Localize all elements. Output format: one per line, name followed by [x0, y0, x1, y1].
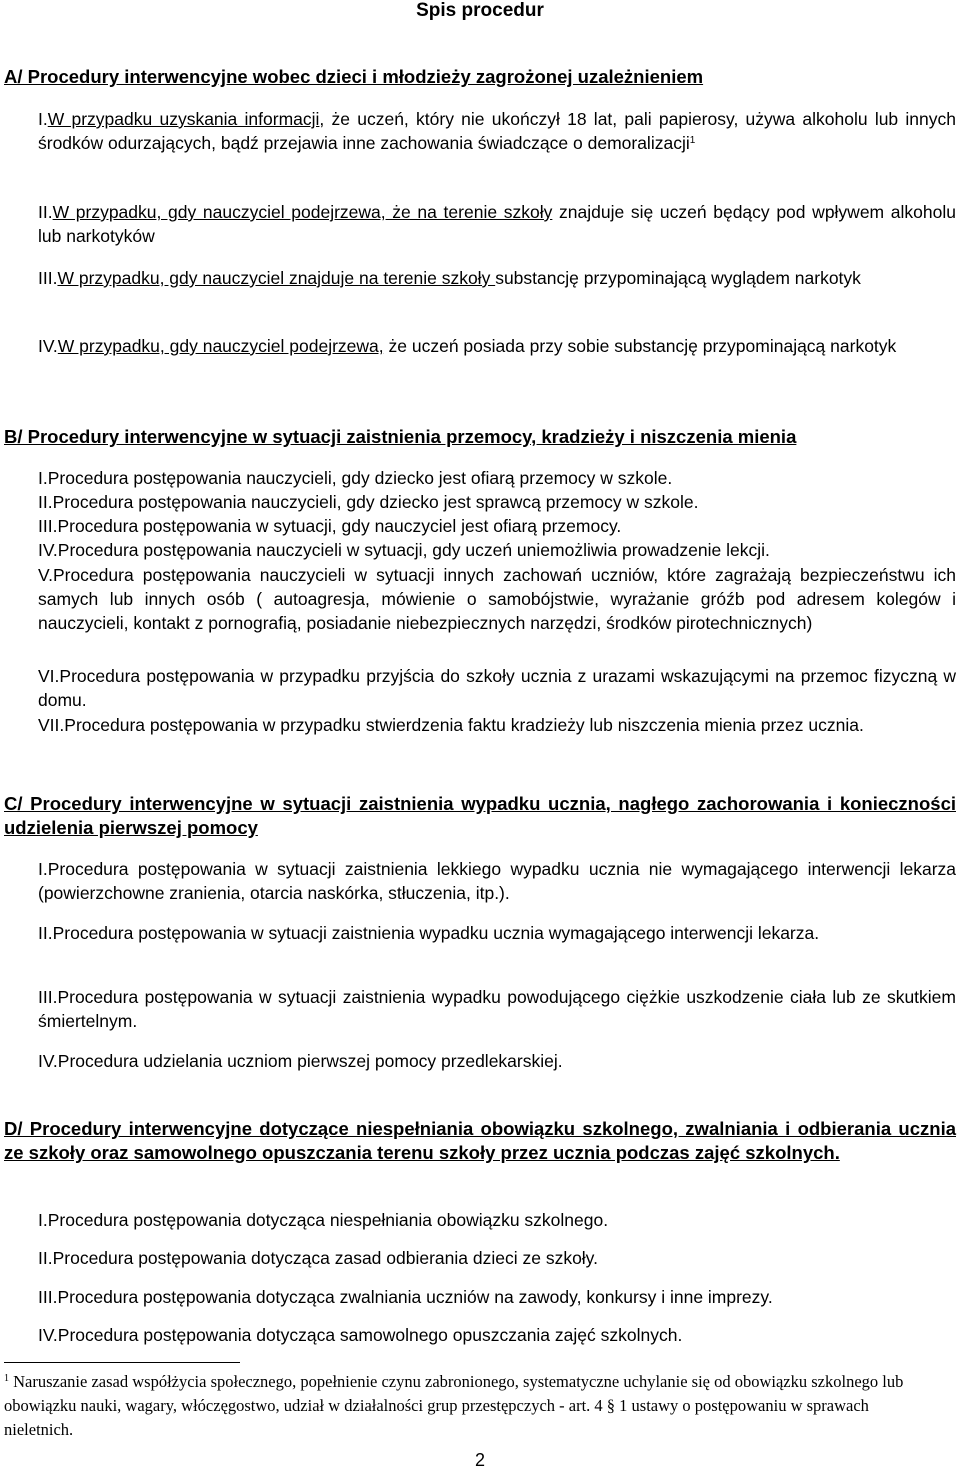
- item-number: I.: [38, 859, 48, 879]
- section-a-heading: A/ Procedury interwencyjne wobec dzieci i młodzieży zagrożonej uzależnieniem: [4, 66, 704, 87]
- page-number: 2: [474, 1450, 485, 1470]
- item-text: Procedura postępowania dotycząca zwalniania uczniów na zawody, konkursy i inne imprezy.: [57, 1287, 773, 1307]
- item-number: III.: [38, 516, 58, 536]
- footnote-separator: [4, 1362, 240, 1363]
- item-number: I.: [38, 109, 48, 129]
- item-number: III.: [38, 1287, 58, 1307]
- section-d-item-1: [38, 1208, 956, 1232]
- item-number: IV.: [38, 1051, 58, 1071]
- section-a-item-2: [38, 200, 956, 248]
- item-text: że uczeń posiada przy sobie substancję przypominającą narkotyk: [383, 336, 897, 356]
- item-text: Procedura postępowania nauczycieli w sytuacji, gdy uczeń uniemożliwia prowadzenie lekcji.: [57, 540, 770, 560]
- section-a-item-4: [38, 334, 956, 358]
- section-c-item-1: [38, 857, 956, 905]
- item-number: I.: [38, 468, 48, 488]
- item-text: Procedura postępowania w sytuacji, gdy nauczyciel jest ofiarą przemocy.: [57, 516, 622, 536]
- item-text: Procedura postępowania nauczycieli, gdy dziecko jest sprawcą przemocy w szkole.: [52, 492, 699, 512]
- item-number: IV.: [38, 1325, 58, 1345]
- section-b-item-1: [38, 466, 956, 490]
- footnote: [4, 1370, 924, 1442]
- section-b-item-4: [38, 538, 956, 562]
- section-b-item-5: [38, 563, 956, 635]
- section-c-heading: C/ Procedury interwencyjne w sytuacji zaistnienia wypadku ucznia, nagłego zachorowania i konieczności udzielenia pierwszej pomocy: [4, 793, 956, 838]
- item-text: , że uczeń, który nie ukończył 18 lat, pali papierosy, używa alkoholu lub innych środków odurzających, bądź przejawia inne zachowania świadczące o demoralizacji: [38, 109, 956, 153]
- item-number: VI.: [38, 666, 60, 686]
- section-a-item-1: [38, 107, 956, 155]
- footnote-text: Naruszanie zasad współżycia społecznego, popełnienie czynu zabronionego, systematyczne uchylanie się od obowiązku szkolnego lub obowiązku nauki, wagary, włóczęgostwo, udział w działalności grup przestępczych - art. 4 § 1 ustawy o postępowaniu w sprawach nieletnich.: [4, 1372, 904, 1439]
- item-text: Procedura udzielania uczniom pierwszej pomocy przedlekarskiej.: [57, 1051, 563, 1071]
- item-number: V.: [38, 565, 53, 585]
- item-number: II.: [38, 492, 53, 512]
- section-d-item-4: [38, 1323, 956, 1347]
- section-a-item-3: [38, 266, 956, 290]
- section-c-item-4: [38, 1049, 956, 1073]
- item-number: II.: [38, 202, 53, 222]
- item-link[interactable]: W przypadku, gdy nauczyciel podejrzewa, że na terenie szkoły: [52, 202, 553, 222]
- section-b-item-3: [38, 514, 956, 538]
- item-number: III.: [38, 987, 58, 1007]
- item-number: VII.: [38, 715, 65, 735]
- item-number: II.: [38, 1248, 53, 1268]
- section-d-heading: D/ Procedury interwencyjne dotyczące niespełniania obowiązku szkolnego, zwalniania i odbierania ucznia ze szkoły oraz samowolnego opuszczania terenu szkoły przez ucznia podczas zajęć szkolnych.: [4, 1118, 956, 1163]
- section-b-item-2: [38, 490, 956, 514]
- section-b-item-7: [38, 713, 956, 737]
- section-c-item-2: [38, 921, 956, 945]
- footnote-number: 1: [4, 1373, 9, 1384]
- item-link[interactable]: W przypadku, gdy nauczyciel podejrzewa,: [57, 336, 384, 356]
- section-d-item-2: [38, 1246, 956, 1270]
- item-text: Procedura postępowania dotycząca zasad odbierania dzieci ze szkoły.: [52, 1248, 598, 1268]
- item-text: Procedura postępowania nauczycieli w sytuacji innych zachowań uczniów, które zagrażają bezpieczeństwu ich samych lub innych osób ( autoagresja, mówienie o samobójstwie, wyrażanie gróźb pod adresem kolegów i nauczycieli, kontakt z pornografią, posiadanie niebezpiecznych narzędzi, środków pirotechnicznych): [38, 565, 956, 633]
- item-number: I.: [38, 1210, 48, 1230]
- item-text: Procedura postępowania dotycząca samowolnego opuszczania zajęć szkolnych.: [57, 1325, 683, 1345]
- item-number: III.: [38, 268, 58, 288]
- page-title: Spis procedur: [416, 0, 544, 21]
- item-text: Procedura postępowania nauczycieli, gdy dziecko jest ofiarą przemocy w szkole.: [47, 468, 673, 488]
- item-link[interactable]: W przypadku uzyskania informacji: [47, 109, 320, 129]
- footnote-ref[interactable]: 1: [689, 135, 696, 146]
- item-text: znajduje się uczeń będący pod wpływem alkoholu lub narkotyków: [38, 202, 956, 246]
- item-text: Procedura postępowania w przypadku przyjścia do szkoły ucznia z urazami wskazującymi na przemoc fizyczną w domu.: [38, 666, 956, 710]
- section-c-item-3: [38, 985, 956, 1033]
- item-number: II.: [38, 923, 53, 943]
- section-b-item-6: [38, 664, 956, 712]
- item-number: IV.: [38, 540, 58, 560]
- item-text: Procedura postępowania w przypadku stwierdzenia faktu kradzieży lub niszczenia mienia przez ucznia.: [64, 715, 864, 735]
- section-d-item-3: [38, 1285, 956, 1309]
- section-b-heading: B/ Procedury interwencyjne w sytuacji zaistnienia przemocy, kradzieży i niszczenia mienia: [4, 426, 797, 447]
- item-number: IV.: [38, 336, 58, 356]
- item-link[interactable]: W przypadku, gdy nauczyciel znajduje na terenie szkoły: [57, 268, 496, 288]
- item-text: substancję przypominającą wyglądem narkotyk: [495, 268, 861, 288]
- item-text: Procedura postępowania w sytuacji zaistnienia wypadku ucznia wymagającego interwencji lekarza.: [52, 923, 820, 943]
- item-text: Procedura postępowania w sytuacji zaistnienia lekkiego wypadku ucznia nie wymagającego interwencji lekarza (powierzchowne zranienia, otarcia naskórka, stłuczenia, itp.).: [38, 859, 956, 903]
- item-text: Procedura postępowania dotycząca niespełniania obowiązku szkolnego.: [47, 1210, 609, 1230]
- item-text: Procedura postępowania w sytuacji zaistnienia wypadku powodującego ciężkie uszkodzenie ciała lub ze skutkiem śmiertelnym.: [38, 987, 956, 1031]
